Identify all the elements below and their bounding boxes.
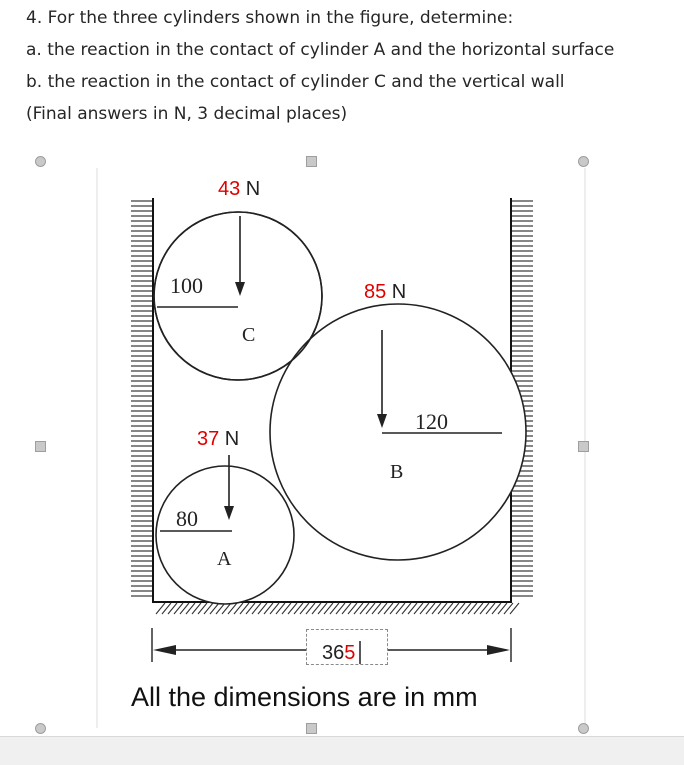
resize-handle-top[interactable] xyxy=(306,156,317,167)
resize-handle-top-right[interactable] xyxy=(578,156,589,167)
force-b-unit: N xyxy=(386,281,407,303)
resize-handle-bottom-right[interactable] xyxy=(578,723,589,734)
cylinder-a xyxy=(156,466,294,604)
force-b-label xyxy=(364,281,406,303)
resize-handle-bottom-left[interactable] xyxy=(35,723,46,734)
question-line-a: a. the reaction in the contact of cylinder A and the horizontal surface xyxy=(26,40,615,60)
force-c-label xyxy=(218,178,260,200)
width-dimension-suffix: 5 xyxy=(344,642,356,664)
floor xyxy=(152,602,519,614)
question-line-1: 4. For the three cylinders shown in the figure, determine: xyxy=(26,8,514,28)
force-b-value: 85 xyxy=(364,281,387,303)
cylinder-a-label: A xyxy=(217,548,232,570)
bottom-bar xyxy=(0,736,684,765)
width-dimension-prefix: 36 xyxy=(322,642,345,664)
radius-b-label: 120 xyxy=(415,409,448,434)
left-wall xyxy=(131,198,153,602)
question-line-note: (Final answers in N, 3 decimal places) xyxy=(26,104,348,124)
question-line-b: b. the reaction in the contact of cylinder C and the vertical wall xyxy=(26,72,565,92)
cylinder-b-label: B xyxy=(390,461,404,483)
resize-handle-bottom[interactable] xyxy=(306,723,317,734)
radius-c-label: 100 xyxy=(170,273,203,298)
force-c-unit: N xyxy=(240,178,261,200)
resize-handle-left[interactable] xyxy=(35,441,46,452)
force-a-unit: N xyxy=(219,428,240,450)
text-box-selection[interactable] xyxy=(306,629,388,665)
cylinder-c-label: C xyxy=(242,324,256,346)
force-a-label xyxy=(197,428,239,450)
force-c-value: 43 xyxy=(218,178,241,200)
resize-handle-top-left[interactable] xyxy=(35,156,46,167)
dimension-caption: All the dimensions are in mm xyxy=(131,682,478,712)
radius-a-label: 80 xyxy=(176,506,198,531)
force-a-value: 37 xyxy=(197,428,220,450)
resize-handle-right[interactable] xyxy=(578,441,589,452)
